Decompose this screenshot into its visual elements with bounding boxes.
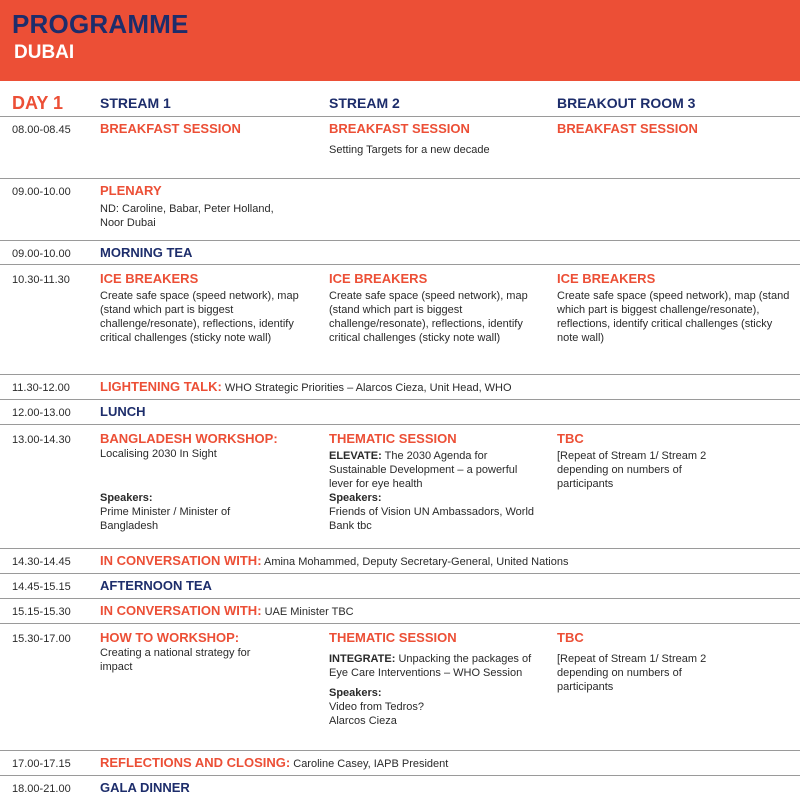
session-cell bbox=[557, 431, 732, 491]
session-title: ICE BREAKERS bbox=[329, 271, 428, 286]
session-cell bbox=[557, 121, 792, 137]
page-subtitle: DUBAI bbox=[14, 42, 75, 63]
schedule-row bbox=[0, 623, 800, 751]
session-description: Create safe space (speed network), map (stand which part is biggest challenge/resonate), reflections, identify critical challenges (sticky note wall) bbox=[329, 290, 528, 344]
speakers-label: Speakers: bbox=[100, 492, 153, 504]
session-title: BANGLADESH WORKSHOP: bbox=[100, 431, 278, 446]
time-slot: 17.00-17.15 bbox=[12, 758, 71, 770]
speakers-list: Video from Tedros? bbox=[329, 701, 424, 713]
session-cell bbox=[100, 404, 320, 420]
schedule-row bbox=[0, 573, 800, 599]
session-cell bbox=[100, 630, 270, 674]
session-description: Create safe space (speed network), map (stand which part is biggest challenge/resonate), reflections, identify critical challenges (sticky note wall) bbox=[557, 290, 790, 344]
time-slot: 11.30-12.00 bbox=[12, 382, 70, 394]
session-title: IN CONVERSATION WITH: bbox=[100, 553, 262, 568]
session-title: PLENARY bbox=[100, 183, 162, 198]
session-description: UAE Minister TBC bbox=[261, 606, 354, 618]
session-description: Unpacking the packages of Eye Care Interventions – WHO Session bbox=[329, 653, 532, 679]
time-slot: 15.15-15.30 bbox=[12, 606, 71, 618]
time-slot: 18.00-21.00 bbox=[12, 783, 71, 795]
time-slot: 09.00-10.00 bbox=[12, 248, 71, 260]
schedule-row bbox=[0, 116, 800, 179]
time-slot: 09.00-10.00 bbox=[12, 186, 71, 198]
time-slot: 14.45-15.15 bbox=[12, 581, 71, 593]
session-cell bbox=[100, 245, 320, 261]
session-cell bbox=[100, 603, 354, 620]
column-header-stream-2: STREAM 2 bbox=[329, 95, 400, 111]
speakers-list: Alarcos Cieza bbox=[329, 715, 397, 727]
time-slot: 10.30-11.30 bbox=[12, 274, 70, 286]
session-cell bbox=[100, 755, 448, 772]
speakers-label: Speakers: bbox=[329, 492, 382, 504]
schedule-row bbox=[0, 775, 800, 800]
schedule-row bbox=[0, 750, 800, 776]
session-description: WHO Strategic Priorities – Alarcos Cieza, Unit Head, WHO bbox=[221, 382, 512, 394]
session-title: MORNING TEA bbox=[100, 245, 193, 260]
session-title: BREAKFAST SESSION bbox=[329, 121, 470, 136]
session-title: TBC bbox=[557, 431, 584, 446]
time-slot: 12.00-13.00 bbox=[12, 407, 71, 419]
session-title: AFTERNOON TEA bbox=[100, 578, 212, 593]
time-slot: 13.00-14.30 bbox=[12, 434, 71, 446]
session-cell bbox=[100, 780, 320, 796]
header-banner bbox=[0, 0, 800, 81]
schedule-row bbox=[0, 548, 800, 574]
schedule-row bbox=[0, 178, 800, 241]
schedule-row bbox=[0, 240, 800, 265]
session-title: GALA DINNER bbox=[100, 780, 190, 795]
session-cell bbox=[329, 431, 549, 533]
session-title: TBC bbox=[557, 630, 584, 645]
session-title: IN CONVERSATION WITH: bbox=[100, 603, 262, 618]
column-header-stream-1: STREAM 1 bbox=[100, 95, 171, 111]
time-slot: 15.30-17.00 bbox=[12, 633, 71, 645]
session-description: Create safe space (speed network), map (stand which part is biggest challenge/resonate), reflections, identify critical challenges (sticky note wall) bbox=[100, 290, 299, 344]
session-title: ICE BREAKERS bbox=[557, 271, 656, 286]
session-cell bbox=[100, 553, 568, 570]
session-cell bbox=[557, 271, 792, 345]
session-title: ICE BREAKERS bbox=[100, 271, 199, 286]
day-label: DAY 1 bbox=[12, 93, 64, 113]
schedule-row bbox=[0, 374, 800, 400]
session-description: Caroline Casey, IAPB President bbox=[290, 758, 449, 770]
column-header-breakout-room-3: BREAKOUT ROOM 3 bbox=[557, 95, 696, 111]
time-slot: 14.30-14.45 bbox=[12, 556, 71, 568]
speakers-list: Prime Minister / Minister of Bangladesh bbox=[100, 506, 231, 532]
session-cell bbox=[100, 431, 320, 533]
session-title: HOW TO WORKSHOP: bbox=[100, 630, 240, 645]
speakers-list: Friends of Vision UN Ambassadors, World Bank tbc bbox=[329, 506, 535, 532]
session-cell bbox=[100, 183, 300, 230]
session-title: THEMATIC SESSION bbox=[329, 630, 457, 645]
session-description: The 2030 Agenda for Sustainable Development – a powerful lever for eye health bbox=[329, 450, 518, 490]
session-cell bbox=[100, 379, 512, 396]
session-title: BREAKFAST SESSION bbox=[100, 121, 241, 136]
session-lead: ELEVATE: bbox=[329, 450, 382, 462]
session-cell bbox=[100, 271, 320, 345]
session-description: Amina Mohammed, Deputy Secretary-General, United Nations bbox=[261, 556, 569, 568]
session-cell bbox=[557, 630, 732, 694]
session-description: Creating a national strategy for impact bbox=[100, 647, 251, 673]
session-title: REFLECTIONS AND CLOSING: bbox=[100, 755, 291, 770]
session-lead: INTEGRATE: bbox=[329, 653, 396, 665]
session-cell bbox=[329, 121, 549, 157]
session-description: [Repeat of Stream 1/ Stream 2 depending on numbers of participants bbox=[557, 653, 707, 693]
speakers-label: Speakers: bbox=[329, 687, 382, 699]
time-slot: 08.00-08.45 bbox=[12, 124, 71, 136]
session-description: [Repeat of Stream 1/ Stream 2 depending on numbers of participants bbox=[557, 450, 707, 490]
session-cell bbox=[100, 578, 320, 594]
page-title: PROGRAMME bbox=[12, 9, 189, 39]
schedule-row bbox=[0, 264, 800, 375]
session-title: THEMATIC SESSION bbox=[329, 431, 457, 446]
session-description: Localising 2030 In Sight bbox=[100, 448, 217, 460]
session-cell bbox=[329, 630, 549, 728]
session-description: ND: Caroline, Babar, Peter Holland, Noor Dubai bbox=[100, 203, 274, 229]
schedule-row bbox=[0, 598, 800, 624]
session-cell bbox=[100, 121, 320, 137]
session-title: LUNCH bbox=[100, 404, 146, 419]
session-title: BREAKFAST SESSION bbox=[557, 121, 698, 136]
session-description: Setting Targets for a new decade bbox=[329, 144, 490, 156]
session-cell bbox=[329, 271, 549, 345]
schedule-row bbox=[0, 399, 800, 425]
schedule-row bbox=[0, 424, 800, 549]
session-title: LIGHTENING TALK: bbox=[100, 379, 222, 394]
